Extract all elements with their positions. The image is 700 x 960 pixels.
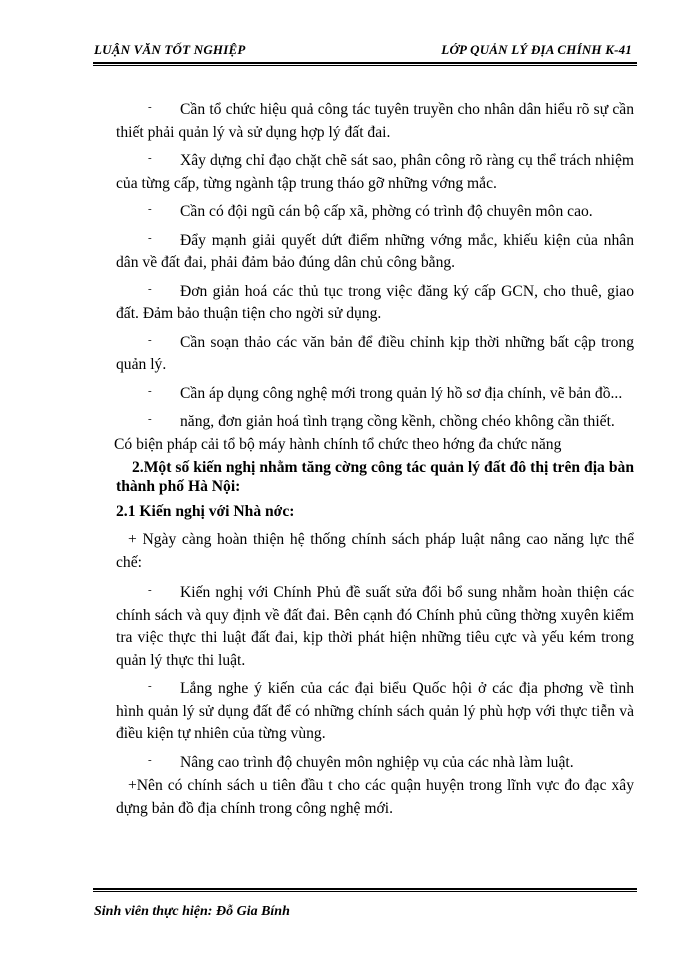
bullet-dash: - xyxy=(148,384,152,397)
bullet-dash: - xyxy=(148,333,152,346)
bullet-dash: - xyxy=(148,152,152,164)
bullet-text: Đẩy mạnh giải quyết dứt điểm những vớng mắc, khiếu kiện của nhân dân về đất đai, phải đảm bảo đúng dân chủ công bằng. xyxy=(116,231,634,271)
bullet-dash: - xyxy=(148,753,152,766)
footer-rule-top xyxy=(93,888,637,890)
recommendation-paragraph: + Ngày càng hoàn thiện hệ thống chính sách pháp luật nâng cao năng lực thể chế: xyxy=(116,531,634,571)
header-right-title: LỚP QUẢN LÝ ĐỊA CHÍNH K-41 xyxy=(441,42,632,57)
bullet-dash: - xyxy=(148,584,152,596)
bullet-text: Cần có đội ngũ cán bộ cấp xã, phờng có trình độ chuyên môn cao. xyxy=(180,203,593,220)
bullet-text: Cần soạn thảo các văn bản để điều chỉnh kịp thời những bất cập trong quản lý. xyxy=(116,333,634,373)
footer-rule-bottom xyxy=(93,891,637,892)
document-body xyxy=(116,96,634,825)
bullet-text: năng, đơn giản hoá tình trạng cồng kềnh, chồng chéo không cần thiết. xyxy=(180,413,615,430)
bullet-dash: - xyxy=(148,680,152,692)
section-heading: 2.Một số kiến nghị nhằm tăng cờng công tác quản lý đất đô thị trên địa bàn thành phố Hà Nội: xyxy=(116,459,634,495)
bullet-dash: - xyxy=(148,203,152,215)
bullet-item xyxy=(116,147,634,195)
bullet-item xyxy=(116,198,634,224)
bullet-text: Nâng cao trình độ chuyên môn nghiệp vụ của các nhà làm luật. xyxy=(180,753,574,771)
bullet-text: Cần tổ chức hiệu quả công tác tuyên truyền cho nhân dân hiểu rõ sự cần thiết phải quản lý và sử dụng hợp lý đất đai. xyxy=(116,101,634,141)
recommendation-paragraph: +Nên có chính sách u tiên đầu t cho các quận huyện trong lĩnh vực đo đạc xây dựng bản đồ địa chính trong công nghệ mới. xyxy=(116,777,634,817)
continuation-line: Có biện pháp cải tổ bộ máy hành chính tổ chức theo hớng đa chức năng xyxy=(114,435,562,453)
bullet-item xyxy=(116,749,634,775)
bullet-item xyxy=(116,96,634,144)
header-left-title: LUẬN VĂN TỐT NGHIỆP xyxy=(94,42,246,57)
bullet-item xyxy=(116,380,634,406)
bullet-item xyxy=(116,579,634,672)
bullet-dash: - xyxy=(148,413,152,425)
header-rule-top xyxy=(93,62,637,64)
bullet-text: Xây dựng chỉ đạo chặt chẽ sát sao, phân công rõ ràng cụ thể trách nhiệm của từng cấp, từng ngành tập trung tháo gỡ những vớng mắc. xyxy=(116,152,634,192)
bullet-item xyxy=(116,329,634,377)
bullet-dash: - xyxy=(148,101,152,113)
sub-heading: 2.1 Kiến nghị với Nhà nớc: xyxy=(116,503,295,520)
footer-author: Sinh viên thực hiện: Đỗ Gia Bính xyxy=(94,904,290,919)
bullet-item xyxy=(116,675,634,746)
bullet-text: Kiến nghị với Chính Phủ đề suất sửa đổi bổ sung nhằm hoàn thiện các chính sách và quy định về đất đai. Bên cạnh đó Chính phủ cũng thờng xuyên kiểm tra việc thực thi luật đất đai, kịp thời phát hiện những tiêu cực và yếu kém trong quản lý thực thi luật. xyxy=(116,584,634,669)
bullet-item xyxy=(116,278,634,326)
bullet-text: Cần áp dụng công nghệ mới trong quản lý hồ sơ địa chính, vẽ bản đồ... xyxy=(180,384,623,402)
bullet-dash: - xyxy=(148,282,152,295)
bullet-text: Lắng nghe ý kiến của các đại biểu Quốc hội ở các địa phơng về tình hình quản lý sử dụng đất để có những chính sách quản lý phù hợp với thực tiễn và điều kiện tự nhiên của từng vùng. xyxy=(116,680,634,742)
bullet-item xyxy=(116,408,634,434)
bullet-text: Đơn giản hoá các thủ tục trong việc đăng ký cấp GCN, cho thuê, giao đất. Đảm bảo thuận tiện cho ngời sử dụng. xyxy=(116,282,634,322)
bullet-item xyxy=(116,227,634,275)
header-rule-bottom xyxy=(93,65,637,66)
bullet-dash: - xyxy=(148,231,152,244)
